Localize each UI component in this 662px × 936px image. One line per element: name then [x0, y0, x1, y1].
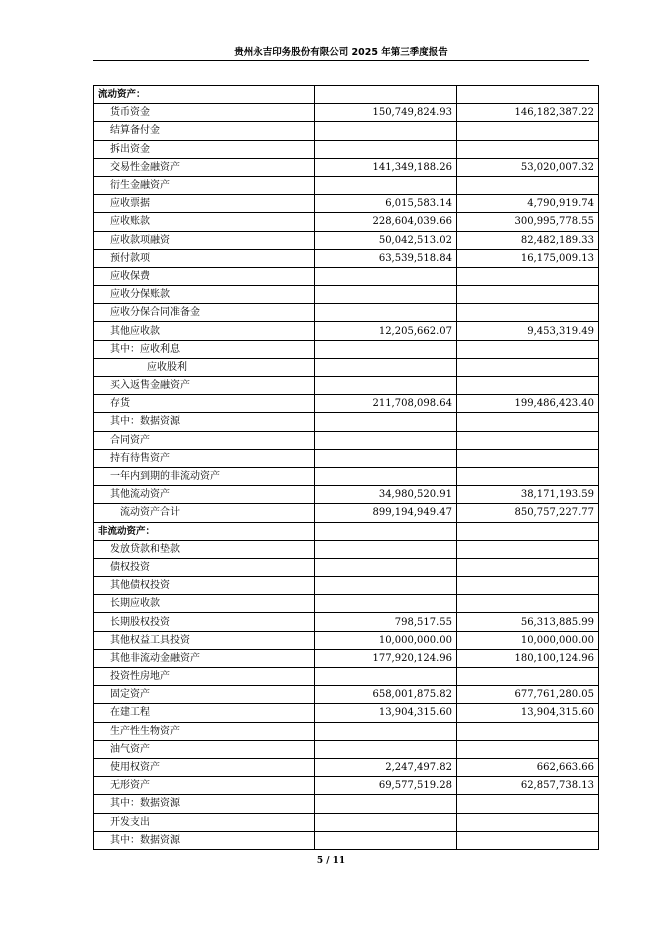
table-row — [94, 649, 599, 667]
value-current-period: 150,749,824.93 — [315, 104, 457, 122]
row-label: 衍生金融资产 — [94, 176, 315, 194]
value-current-period: 658,001,875.82 — [315, 686, 457, 704]
row-label: 应收保费 — [94, 267, 315, 285]
value-prior-period: 16,175,009.13 — [457, 249, 599, 267]
value-current-period — [315, 467, 457, 485]
value-current-period — [315, 431, 457, 449]
row-label: 长期股权投资 — [94, 613, 315, 631]
row-label: 买入返售金融资产 — [94, 377, 315, 395]
empty-cell — [315, 522, 457, 540]
value-current-period: 228,604,039.66 — [315, 213, 457, 231]
table-row — [94, 758, 599, 776]
section-label-noncurrent: 非流动资产： — [94, 522, 315, 540]
row-label: 一年内到期的非流动资产 — [94, 467, 315, 485]
header-divider — [93, 60, 589, 61]
table-row — [94, 704, 599, 722]
table-row — [94, 486, 599, 504]
row-label: 使用权资产 — [94, 758, 315, 776]
value-prior-period — [457, 722, 599, 740]
value-prior-period: 10,000,000.00 — [457, 631, 599, 649]
row-label: 投资性房地产 — [94, 668, 315, 686]
value-prior-period: 300,995,778.55 — [457, 213, 599, 231]
value-current-period: 50,042,513.02 — [315, 231, 457, 249]
section-row-current — [94, 86, 599, 104]
value-prior-period — [457, 831, 599, 849]
row-label: 债权投资 — [94, 558, 315, 576]
value-prior-period — [457, 449, 599, 467]
balance-sheet-table — [93, 85, 599, 850]
table-row — [94, 813, 599, 831]
value-current-period — [315, 122, 457, 140]
value-current-period — [315, 813, 457, 831]
row-label: 应收股利 — [94, 358, 315, 376]
value-prior-period: 850,757,227.77 — [457, 504, 599, 522]
value-prior-period — [457, 813, 599, 831]
table-row — [94, 449, 599, 467]
value-prior-period: 13,904,315.60 — [457, 704, 599, 722]
value-current-period: 34,980,520.91 — [315, 486, 457, 504]
table-row — [94, 577, 599, 595]
empty-cell — [457, 86, 599, 104]
value-current-period: 13,904,315.60 — [315, 704, 457, 722]
value-prior-period — [457, 377, 599, 395]
value-current-period: 211,708,098.64 — [315, 395, 457, 413]
value-current-period — [315, 668, 457, 686]
table-row — [94, 176, 599, 194]
value-prior-period — [457, 286, 599, 304]
row-label: 存货 — [94, 395, 315, 413]
value-prior-period: 180,100,124.96 — [457, 649, 599, 667]
table-row — [94, 231, 599, 249]
value-current-period: 899,194,949.47 — [315, 504, 457, 522]
value-current-period — [315, 831, 457, 849]
value-prior-period: 56,313,885.99 — [457, 613, 599, 631]
row-label: 结算备付金 — [94, 122, 315, 140]
table-row — [94, 140, 599, 158]
table-row — [94, 467, 599, 485]
value-current-period: 69,577,519.28 — [315, 777, 457, 795]
value-prior-period: 677,761,280.05 — [457, 686, 599, 704]
row-label: 开发支出 — [94, 813, 315, 831]
value-current-period — [315, 267, 457, 285]
table-row — [94, 777, 599, 795]
row-label: 其他非流动金融资产 — [94, 649, 315, 667]
value-current-period — [315, 540, 457, 558]
row-label: 在建工程 — [94, 704, 315, 722]
section-row-noncurrent — [94, 522, 599, 540]
table-row — [94, 631, 599, 649]
table-row — [94, 722, 599, 740]
value-current-period — [315, 340, 457, 358]
value-current-period — [315, 176, 457, 194]
row-label: 应收票据 — [94, 195, 315, 213]
row-label: 货币资金 — [94, 104, 315, 122]
value-prior-period — [457, 340, 599, 358]
value-current-period — [315, 140, 457, 158]
value-prior-period — [457, 795, 599, 813]
value-current-period: 63,539,518.84 — [315, 249, 457, 267]
value-prior-period: 9,453,319.49 — [457, 322, 599, 340]
value-current-period — [315, 577, 457, 595]
value-prior-period: 62,857,738.13 — [457, 777, 599, 795]
value-prior-period — [457, 140, 599, 158]
value-prior-period — [457, 413, 599, 431]
page-number: 5 / 11 — [316, 856, 346, 866]
value-prior-period — [457, 176, 599, 194]
row-label: 油气资产 — [94, 740, 315, 758]
row-label: 合同资产 — [94, 431, 315, 449]
value-prior-period — [457, 122, 599, 140]
value-prior-period — [457, 558, 599, 576]
row-label: 其中：数据资源 — [94, 413, 315, 431]
table-row — [94, 286, 599, 304]
value-current-period — [315, 740, 457, 758]
value-prior-period: 82,482,189.33 — [457, 231, 599, 249]
value-prior-period: 38,171,193.59 — [457, 486, 599, 504]
value-prior-period — [457, 540, 599, 558]
report-header-title: 贵州永吉印务股份有限公司 2025 年第三季度报告 — [234, 47, 448, 58]
value-prior-period: 199,486,423.40 — [457, 395, 599, 413]
table-row — [94, 668, 599, 686]
table-row — [94, 504, 599, 522]
row-label: 其他流动资产 — [94, 486, 315, 504]
table-row — [94, 304, 599, 322]
value-prior-period — [457, 267, 599, 285]
table-row — [94, 322, 599, 340]
row-label: 应收账款 — [94, 213, 315, 231]
value-current-period — [315, 413, 457, 431]
row-label: 交易性金融资产 — [94, 158, 315, 176]
value-current-period — [315, 358, 457, 376]
value-current-period — [315, 377, 457, 395]
value-current-period — [315, 558, 457, 576]
row-label: 持有待售资产 — [94, 449, 315, 467]
table-row — [94, 431, 599, 449]
value-prior-period — [457, 431, 599, 449]
value-current-period: 12,205,662.07 — [315, 322, 457, 340]
value-prior-period — [457, 668, 599, 686]
value-current-period — [315, 449, 457, 467]
table-row — [94, 795, 599, 813]
value-prior-period: 146,182,387.22 — [457, 104, 599, 122]
table-row — [94, 740, 599, 758]
table-row — [94, 340, 599, 358]
table-row — [94, 158, 599, 176]
value-prior-period: 53,020,007.32 — [457, 158, 599, 176]
row-label: 其他债权投资 — [94, 577, 315, 595]
value-current-period: 2,247,497.82 — [315, 758, 457, 776]
table-row — [94, 686, 599, 704]
value-current-period — [315, 595, 457, 613]
table-row — [94, 213, 599, 231]
row-label: 固定资产 — [94, 686, 315, 704]
table-row — [94, 413, 599, 431]
value-prior-period — [457, 304, 599, 322]
value-prior-period: 4,790,919.74 — [457, 195, 599, 213]
value-prior-period — [457, 358, 599, 376]
value-current-period — [315, 795, 457, 813]
value-current-period — [315, 286, 457, 304]
row-label: 应收款项融资 — [94, 231, 315, 249]
table-row — [94, 377, 599, 395]
row-label: 生产性生物资产 — [94, 722, 315, 740]
table-row — [94, 267, 599, 285]
row-label: 预付款项 — [94, 249, 315, 267]
table-row — [94, 595, 599, 613]
table-row — [94, 558, 599, 576]
row-label: 其中：应收利息 — [94, 340, 315, 358]
row-label: 无形资产 — [94, 777, 315, 795]
table-row — [94, 358, 599, 376]
value-current-period — [315, 304, 457, 322]
section-label-current: 流动资产： — [94, 86, 315, 104]
value-current-period — [315, 722, 457, 740]
table-row — [94, 104, 599, 122]
value-current-period: 10,000,000.00 — [315, 631, 457, 649]
value-current-period: 141,349,188.26 — [315, 158, 457, 176]
row-label: 长期应收款 — [94, 595, 315, 613]
row-label: 应收分保账款 — [94, 286, 315, 304]
table-row — [94, 122, 599, 140]
row-label: 其他权益工具投资 — [94, 631, 315, 649]
value-prior-period — [457, 595, 599, 613]
value-current-period: 6,015,583.14 — [315, 195, 457, 213]
row-label: 其中：数据资源 — [94, 795, 315, 813]
table-row — [94, 831, 599, 849]
value-current-period: 798,517.55 — [315, 613, 457, 631]
value-current-period: 177,920,124.96 — [315, 649, 457, 667]
table-row — [94, 249, 599, 267]
row-label: 应收分保合同准备金 — [94, 304, 315, 322]
table-row — [94, 395, 599, 413]
row-label: 其中：数据资源 — [94, 831, 315, 849]
value-prior-period — [457, 577, 599, 595]
table-row — [94, 195, 599, 213]
value-prior-period — [457, 467, 599, 485]
value-prior-period — [457, 740, 599, 758]
row-label: 发放贷款和垫款 — [94, 540, 315, 558]
row-label: 拆出资金 — [94, 140, 315, 158]
table-row — [94, 613, 599, 631]
row-label: 流动资产合计 — [94, 504, 315, 522]
row-label: 其他应收款 — [94, 322, 315, 340]
value-prior-period: 662,663.66 — [457, 758, 599, 776]
empty-cell — [315, 86, 457, 104]
table-row — [94, 540, 599, 558]
empty-cell — [457, 522, 599, 540]
